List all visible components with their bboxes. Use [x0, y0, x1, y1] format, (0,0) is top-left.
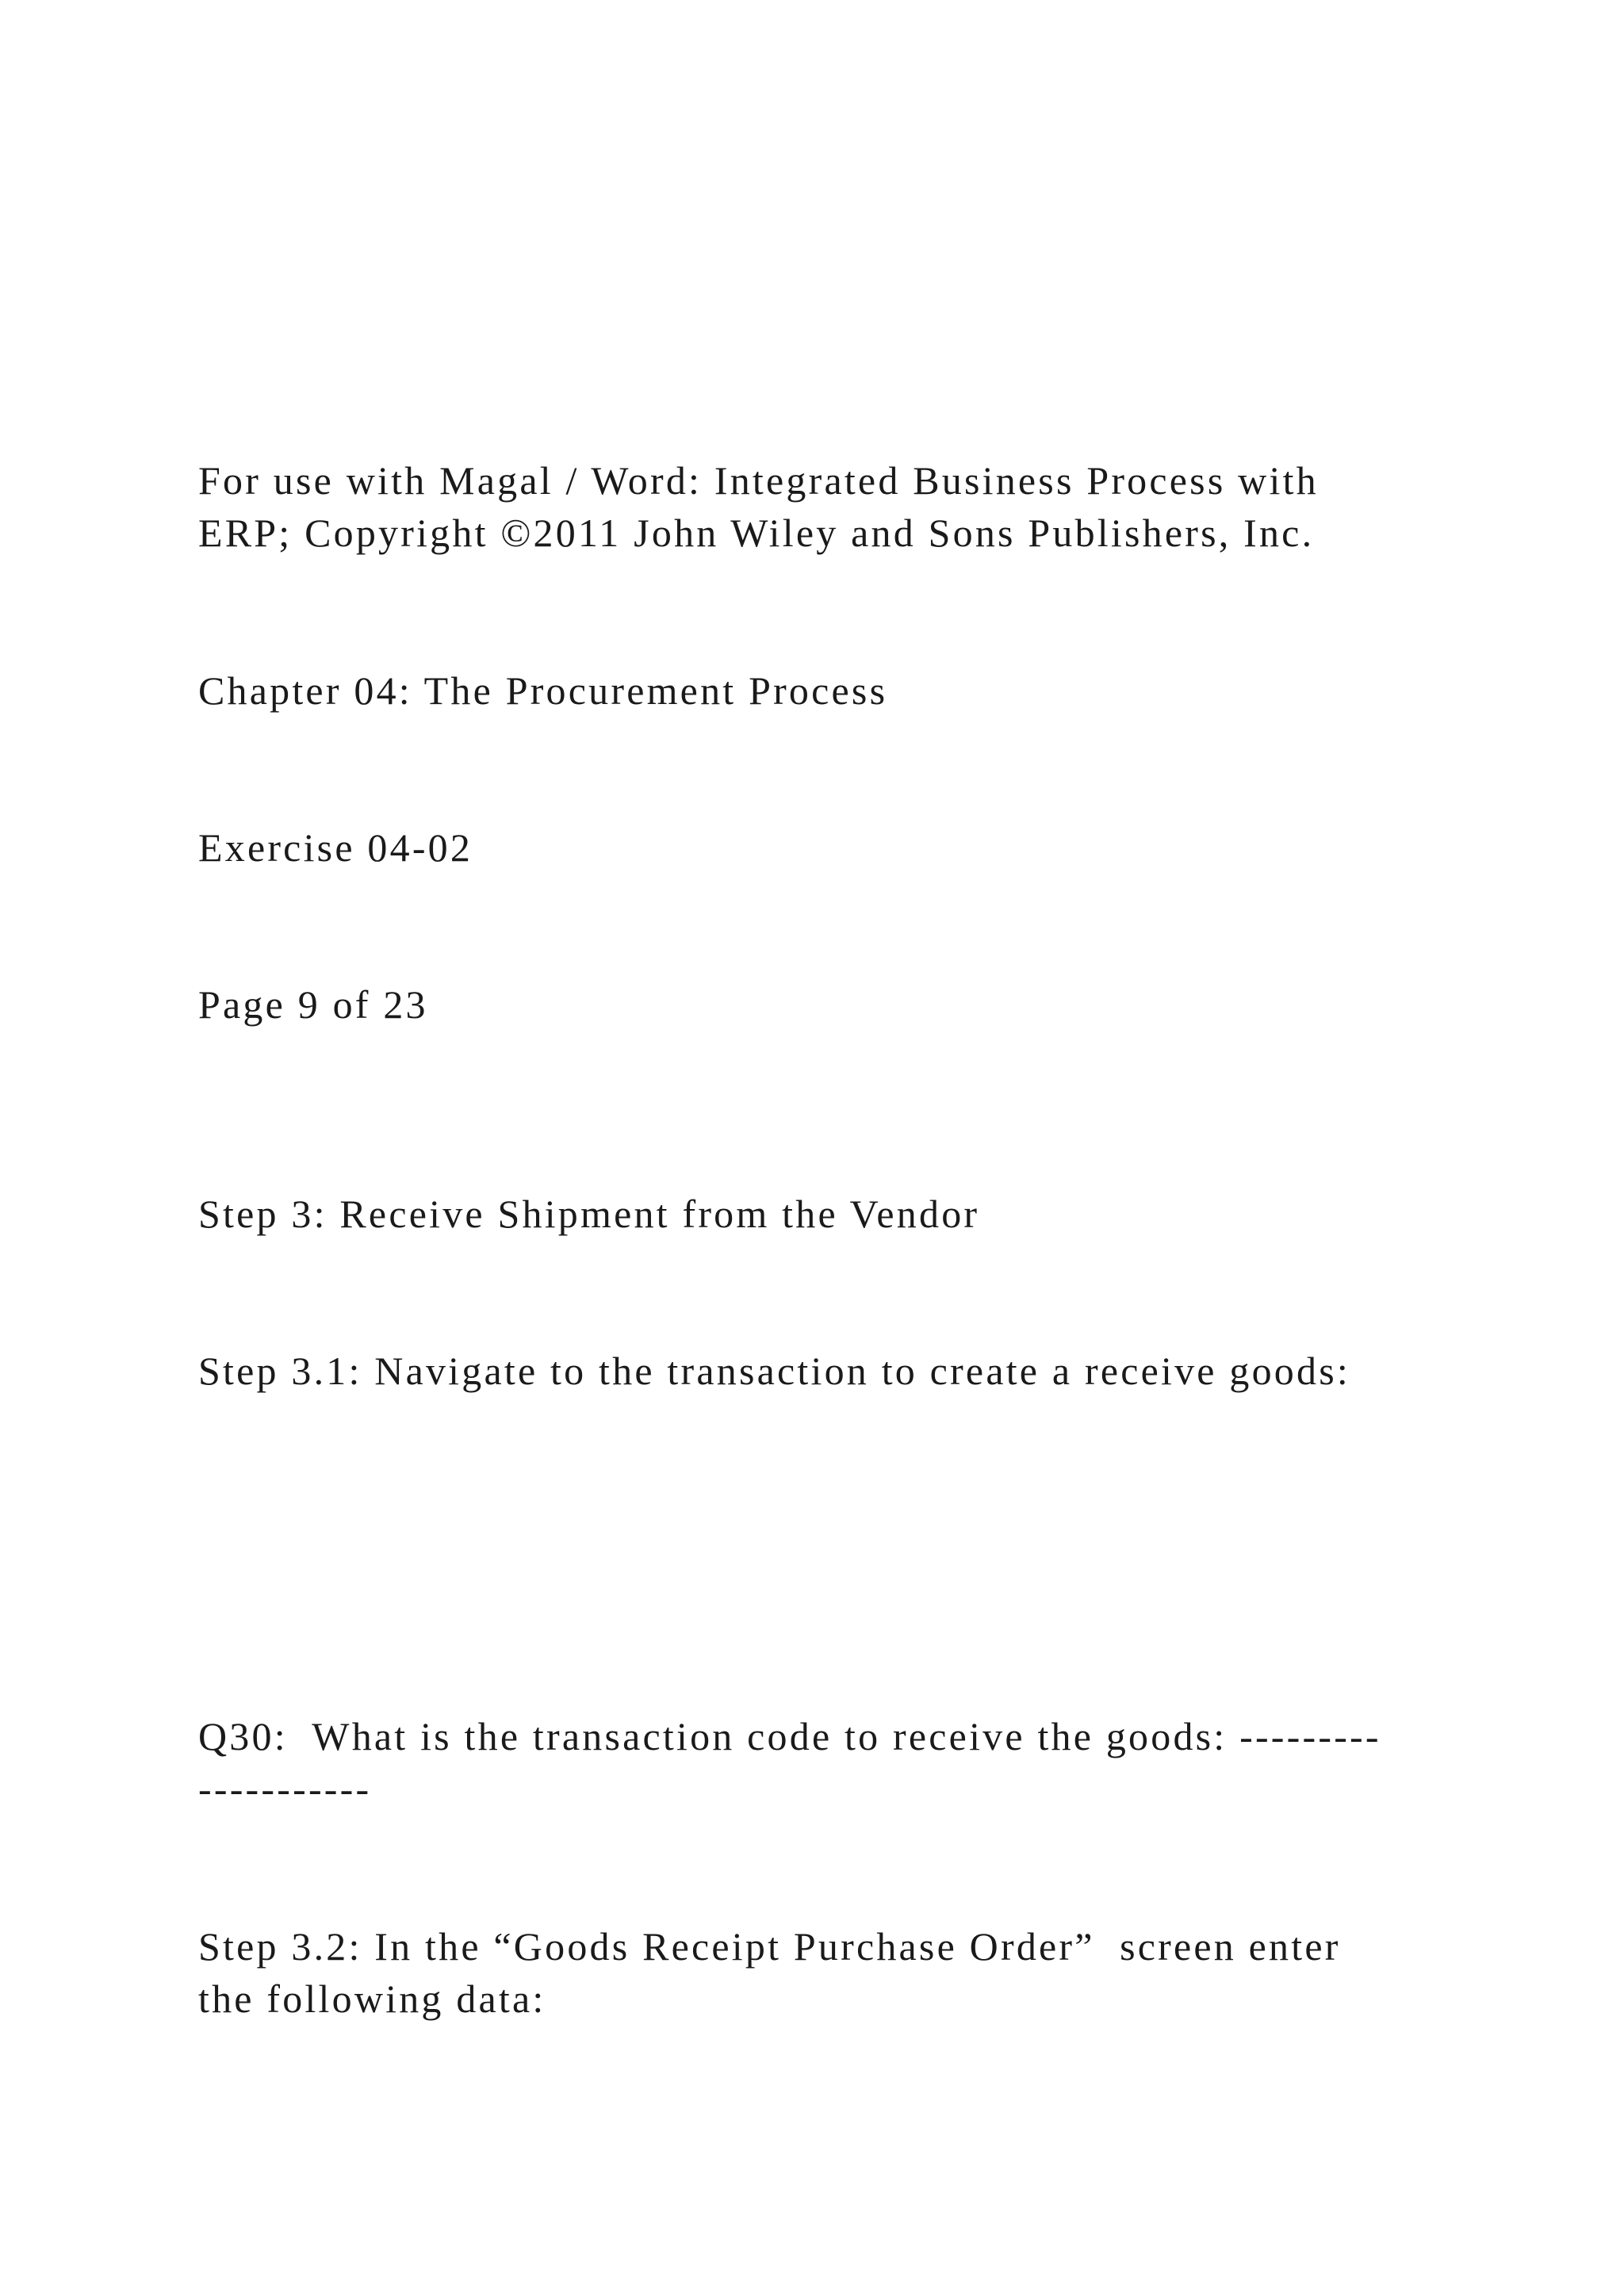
step-3-2-line-1: Step 3.2: In the “Goods Receipt Purchase Order” screen enter	[198, 1924, 1341, 1969]
step-3-heading	[198, 1188, 1467, 1240]
copyright-line-1: For use with Magal / Word: Integrated Business Process with	[198, 458, 1319, 503]
copyright-header	[198, 454, 1467, 559]
page-indicator	[198, 978, 1467, 1031]
exercise-label	[198, 821, 1467, 874]
chapter-title-text: Chapter 04: The Procurement Process	[198, 668, 888, 713]
q30-line-1: Q30: What is the transaction code to receive the goods: ---------	[198, 1714, 1381, 1758]
step-3-1-instruction	[198, 1345, 1467, 1397]
copyright-line-2: ERP; Copyright ©2011 John Wiley and Sons Publishers, Inc.	[198, 511, 1315, 555]
step-3-2-instruction	[198, 1920, 1467, 2025]
question-q30	[198, 1710, 1467, 1815]
step-3-heading-text: Step 3: Receive Shipment from the Vendor	[198, 1192, 980, 1236]
exercise-label-text: Exercise 04-02	[198, 825, 473, 870]
chapter-title	[198, 664, 1467, 717]
step-3-2-line-2: the following data:	[198, 1976, 546, 2021]
q30-line-2: -----------	[198, 1766, 372, 1811]
step-3-1-text: Step 3.1: Navigate to the transaction to create a receive goods:	[198, 1349, 1350, 1393]
page-indicator-text: Page 9 of 23	[198, 982, 428, 1027]
